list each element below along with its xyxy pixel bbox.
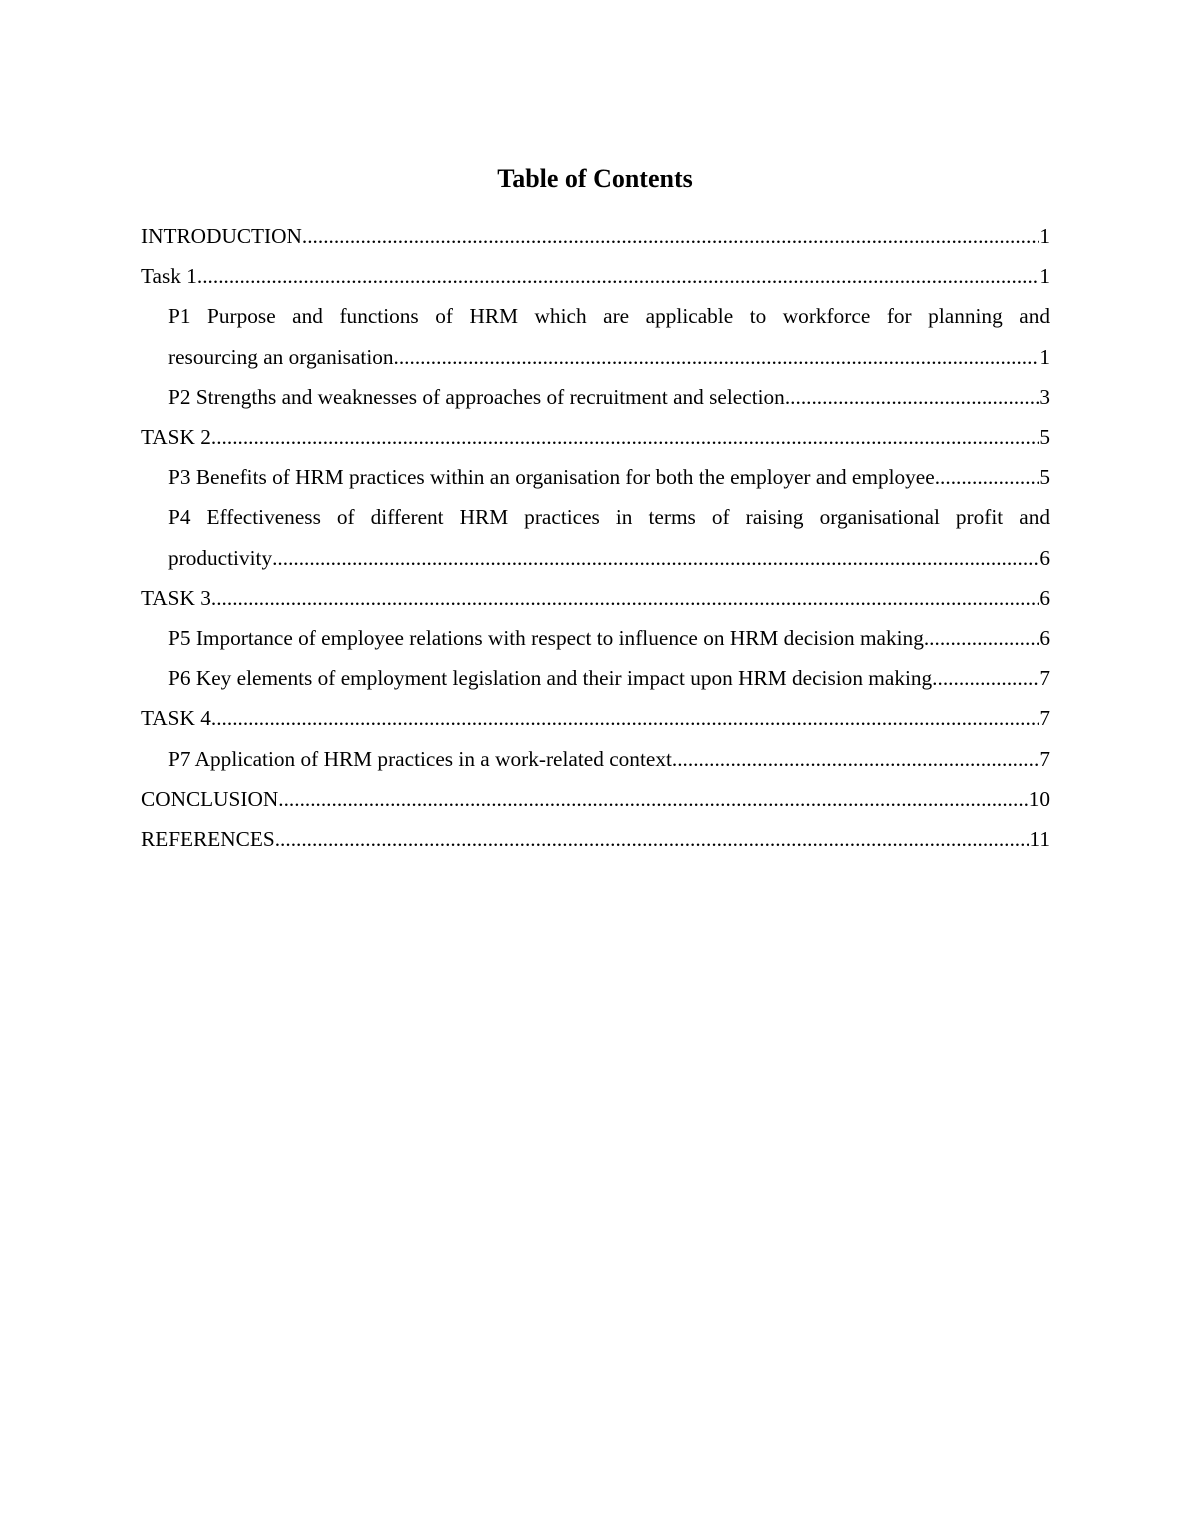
toc-entry-p3[interactable] xyxy=(141,457,1050,497)
toc-entry-p2[interactable] xyxy=(141,377,1050,417)
dot-leader xyxy=(275,819,1030,859)
toc-entry-label-line2: resourcing an organisation xyxy=(168,344,394,369)
toc-entry-p6[interactable] xyxy=(141,658,1050,698)
toc-entry-task-3[interactable] xyxy=(141,578,1050,618)
toc-title: Table of Contents xyxy=(497,164,693,193)
dot-leader xyxy=(394,337,1040,377)
toc-page-number: 1 xyxy=(1039,264,1050,289)
toc-entry-task-4[interactable] xyxy=(141,698,1050,738)
dot-leader xyxy=(211,698,1039,738)
toc-entry-label: TASK 4 xyxy=(141,706,211,731)
toc-entry-label: P7 Application of HRM practices in a work-related context xyxy=(168,746,672,771)
dot-leader xyxy=(197,256,1039,296)
toc-entry-label: REFERENCES xyxy=(141,827,275,852)
toc-entry-p1[interactable] xyxy=(141,296,1050,376)
toc-entry-line2 xyxy=(168,538,1050,578)
dot-leader xyxy=(935,457,1040,497)
toc-entry-label: P3 Benefits of HRM practices within an organisation for both the employer and employee xyxy=(168,465,935,490)
dot-leader xyxy=(211,578,1039,618)
toc-entry-label: P5 Importance of employee relations with respect to influence on HRM decision making xyxy=(168,626,924,651)
toc-entry-label: P2 Strengths and weaknesses of approaches of recruitment and selection xyxy=(168,384,785,409)
dot-leader xyxy=(924,618,1040,658)
toc-page-number: 5 xyxy=(1039,465,1050,490)
dot-leader xyxy=(211,417,1039,457)
dot-leader xyxy=(278,779,1028,819)
toc-page-number: 7 xyxy=(1039,666,1050,691)
toc-entry-task-1[interactable] xyxy=(141,256,1050,296)
dot-leader xyxy=(272,538,1039,578)
toc-entry-label-line1: P1 Purpose and functions of HRM which are applicable to workforce for planning and xyxy=(168,304,1050,329)
toc-entry-p7[interactable] xyxy=(141,739,1050,779)
toc-page-number: 11 xyxy=(1029,827,1050,852)
toc-entry-label: P6 Key elements of employment legislation and their impact upon HRM decision making. xyxy=(168,666,938,691)
toc-entry-label: Task 1 xyxy=(141,264,197,289)
toc-page-number: 10 xyxy=(1028,786,1050,811)
toc-entry-p4[interactable] xyxy=(141,497,1050,577)
toc-page-number: 1 xyxy=(1039,224,1050,248)
toc-entry-conclusion[interactable] xyxy=(141,779,1050,819)
toc-entry-line2 xyxy=(168,337,1050,377)
toc-entry-p5[interactable] xyxy=(141,618,1050,658)
toc-entry-label: TASK 3 xyxy=(141,585,211,610)
toc-entry-label-line1: P4 Effectiveness of different HRM practices in terms of raising organisational profit and xyxy=(168,505,1050,530)
toc-page-number: 6 xyxy=(1039,626,1050,651)
toc-entry-label-line2: productivity xyxy=(168,545,273,570)
toc-page-number: 7 xyxy=(1039,706,1050,731)
toc-page-number: 5 xyxy=(1039,425,1050,450)
dot-leader xyxy=(302,216,1039,256)
dot-leader xyxy=(785,377,1040,417)
toc-page-number: 3 xyxy=(1039,384,1050,409)
toc-page-number: 6 xyxy=(1039,545,1050,570)
toc-entry-label: CONCLUSION xyxy=(141,786,279,811)
toc-entry-introduction[interactable] xyxy=(141,216,1050,256)
toc-page-number: 6 xyxy=(1039,585,1050,610)
dot-leader xyxy=(938,658,1040,698)
toc-entry-references[interactable] xyxy=(141,819,1050,859)
toc-entry-label: TASK 2 xyxy=(141,425,211,450)
toc-entry-label: INTRODUCTION xyxy=(141,224,302,248)
toc-page-number: 1 xyxy=(1039,344,1050,369)
toc-list xyxy=(141,216,1050,859)
toc-entry-task-2[interactable] xyxy=(141,417,1050,457)
toc-page-number: 7 xyxy=(1039,746,1050,771)
dot-leader xyxy=(672,739,1039,779)
